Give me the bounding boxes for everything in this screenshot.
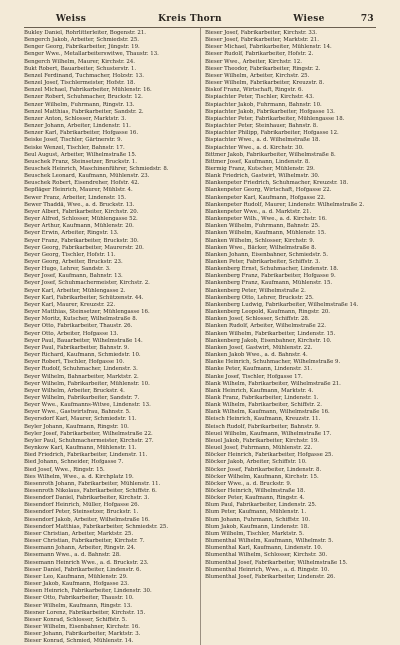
directory-entry: Blankenpeter Karl, Kaufmann, Hofgasse 22. <box>205 194 326 201</box>
directory-entry: Benger Georg, Fabrikarbeiter, Jüngstr. 19. <box>24 44 140 51</box>
directory-entry: Blanken Peter, Fabrikarbeiter, Schiffstr. 3. <box>205 259 321 265</box>
directory-entry: Biesemann Heinrich Wwe., a. d. Bruckstr. 23. <box>24 559 149 566</box>
directory-entry: Bispiachter Jakob, Fabrikarbeiter, Hofgasse 13. <box>205 108 335 115</box>
directory-entry: Blanken Johann, Eisenbahner, Schmiedstr. 5. <box>205 251 328 258</box>
directory-entry: Beyer Josef, Schuhmachermeister, Kirchstr. 2. <box>24 280 150 287</box>
directory-entry: Benzer Karl, Fabrikarbeiter, Hofgasse 16. <box>24 130 139 137</box>
directory-entry: Blumenthal Josef, Fabrikarbeiter, Lindenstr. 26. <box>205 573 336 580</box>
directory-entry: Beuschek Franz, Steinsetzer, Bruckstr. 1. <box>24 158 137 165</box>
directory-entry: Bieser Christian, Arbeiter, Marktstr. 25. <box>24 530 134 537</box>
directory-entry: Bispiachter Philipp, Fabrikarbeiter, Hofgasse 12. <box>205 130 339 137</box>
directory-entry: Blöcker Peter, Kaufmann, Ringstr. 4. <box>205 495 305 502</box>
directory-entry: Blank Friedrich, Gastwirt, Wilhelmstr. 30. <box>205 173 320 180</box>
directory-entry: Blanken Wilhelm, Fabrikarbeiter, Lindenstr. 15. <box>205 330 336 337</box>
directory-entry: Beyer Wilhelm, Fabrikarbeiter, Mühlenstr. 10. <box>24 380 150 387</box>
directory-entry: Bukley Daniel, Rohrlitterleiter, Bogenstr. 21. <box>24 30 146 36</box>
directory-entry: Bieser Theodor, Fabrikarbeiter, Ringstr. 2. <box>205 65 321 72</box>
directory-entry: Beyer Karl, Fabrikarbeiter, Schützenstr. 44. <box>24 294 144 301</box>
directory-entry: Biesendorf Peter, Steinsetzer, Bruckstr. 1. <box>24 509 139 516</box>
directory-entry: Biesenroth Johann, Fabrikarbeiter, Mühlenstr. 11. <box>24 480 161 487</box>
directory-entry: Biesendorf Jakob, Arbeiter, Wilhelmstraße 16. <box>24 516 150 523</box>
directory-entry: Beyer Wwe., Gastwirtsfrau, Bahnstr. 5. <box>24 409 131 416</box>
directory-entry: Bengerch Wilhelm, Maurer, Kirchstr. 24. <box>24 58 135 65</box>
directory-entry: Biesendorf Heinrich, Müller, Hofgasse 26. <box>24 502 140 509</box>
directory-entry: Benzel Josef, Tischlermeister, Hofstr. 18. <box>24 80 136 87</box>
directory-entry: Blumenthal Wilhelm, Kaufmann, Wilhelmstr. 5. <box>205 538 334 545</box>
directory-entry: Beyer Paul, Fabrikarbeiter, Bahnstr. 9. <box>24 344 130 351</box>
directory-entry: Bleuel Jakob, Fabrikarbeiter, Kirchstr. 19. <box>205 437 320 444</box>
directory-entry: Biesenroth Nikolaus, Fabrikarbeiter, Schiffstr. 6. <box>24 488 157 494</box>
directory-entry: Benzel Matthias, Fabrikarbeiter, Sandstr. 2. <box>24 108 144 115</box>
directory-entry: Bepfläger Heinrich, Maurer, Mühlstr. 4. <box>24 187 133 194</box>
directory-entry: Bleuel Josef, Fuhrmann, Mühlenstr. 22. <box>205 445 313 452</box>
directory-entry: Bengerch Jakob, Arbeiter, Schmiedstr. 25. <box>24 37 139 44</box>
directory-entry: Beyer Georg, Arbeiter, Bruckstr. 23. <box>24 259 123 265</box>
header-left-keyword: Weiss <box>55 14 87 24</box>
directory-entry: Beyer Rudolf, Schuhmacher, Lindenstr. 3. <box>24 366 138 373</box>
directory-entry: Benzel Ferdinand, Tuchmacher, Holzstr. 13. <box>24 72 144 79</box>
directory-entry: Beyer Robert, Tischler, Hofgasse 10. <box>24 359 125 366</box>
directory-entry: Blankenpeter Wwe., a. d. Marktstr. 21. <box>205 208 312 215</box>
directory-entry: Beuschek Leonard, Kaufmann, Mühlenstr. 23. <box>24 173 150 180</box>
directory-entry: Bieser Leo, Kaufmann, Mühlenstr. 29. <box>24 573 128 580</box>
directory-entry: Beyer Otto, Fabrikarbeiter, Thaustr. 26. <box>24 323 133 330</box>
directory-entry: Beul August, Arbeiter, Wilhelmstraße 15. <box>24 151 137 158</box>
directory-entry: Bieser Daniel, Fabrikarbeiter, Lindenstr. 6. <box>24 566 142 573</box>
directory-entry: Bewer Franz, Arbeiter, Lindenstr. 15. <box>24 194 126 201</box>
directory-entry: Blanken Josef, Schlosser, Schiffstr. 28. <box>205 316 310 323</box>
directory-entry: Bispiachter Peter, Tischler, Kirchstr. 43. <box>205 94 314 101</box>
directory-entry: Biskof Franz, Wirtschaft, Ringstr. 6. <box>205 87 304 94</box>
directory-entry: Biesner Lorenz, Fabrikarbeiter, Kirchstr. 15. <box>24 609 146 616</box>
directory-entry: Bies Wilhelm, Wwe., a. d. Kirchplatz 19. <box>24 473 134 480</box>
directory-entry: Bieser Johann, Fabrikarbeiter, Marktstr. 3. <box>24 631 141 638</box>
directory-entry: Benzer Robert, Schuhmacher, Bruckstr. 12. <box>24 94 143 101</box>
directory-entry: Blumenthal Heinrich, Wwe., a. d. Ringstr. 10. <box>205 566 330 573</box>
directory-entry: Beyer Moritz, Kutscher, Wilhelmstraße 8. <box>24 316 138 323</box>
directory-entry: Blankenberg Leopold, Kaufmann, Ringstr. 20. <box>205 309 331 316</box>
directory-entry: Beyer Georg, Tischler, Hofstr. 11. <box>24 251 116 258</box>
directory-entry: Benger Wwe., Metallarbeiterswitwe, Thaustr. 13. <box>24 51 159 58</box>
directory-entry: Beyer Wilhelm, Bahnarbeiter, Marktstr. 2. <box>24 373 139 380</box>
page-header <box>24 14 376 27</box>
directory-entry: Beyer Wilhelm, Arbeiter, Bruckstr. 4. <box>24 387 125 394</box>
directory-entry: Bieser Wilhelm, Kaufmann, Ringstr. 13. <box>24 602 132 609</box>
directory-entry: Biesen Heinrich, Fabrikarbeiter, Lindenstr. 30. <box>24 588 152 595</box>
directory-entry: Bieser Wilhelm, Eisenbahner, Kirchstr. 16. <box>24 623 140 630</box>
directory-entry: Blankenberg Otto, Lehrer, Bruckstr. 25. <box>205 294 314 301</box>
directory-entry: Blumenthal Karl, Kaufmann, Lindenstr. 10. <box>205 545 323 552</box>
header-district-title: Kreis Thorn <box>158 14 222 24</box>
directory-entry: Beyer Georg, Fabrikarbeiter, Maurerstr. 20. <box>24 244 144 251</box>
directory-entry: Bieser Wilhelm, Fabrikarbeiter, Kreuzstr. 8. <box>205 80 325 87</box>
directory-entry: Blöcker Josef, Fabrikarbeiter, Lindenstr. 8. <box>205 466 322 473</box>
directory-entry: Blanken Wwe., Bäcker, Wilhelmstraße 8. <box>205 244 317 251</box>
directory-entry: Bispiachter Jakob, Fuhrmann, Bahnstr. 10. <box>205 101 322 108</box>
directory-entry: Blank Wilhelm, Fabrikarbeiter, Schiffstr. 2. <box>205 402 322 409</box>
directory-entry: Blank Wilhelm, Fabrikarbeiter, Wilhelmstraße 21. <box>205 380 341 387</box>
directory-entry: Bieser Konrad, Schmied, Mühlenstr. 14. <box>24 638 134 645</box>
directory-entry: Blumenthal Josef, Fabrikarbeiter, Wilhelmstraße 15. <box>205 559 348 566</box>
directory-entry: Biesendorf Matthias, Fabrikarbeiter, Schmiedstr. 25. <box>24 523 169 530</box>
directory-entry: Beuschek Heinrich, Maschinenführer, Schmiedstr. 8. <box>24 165 169 172</box>
directory-entry: Blankenberg Ludwig, Fabrikarbeiter, Wilhelmstraße 14. <box>205 301 359 308</box>
directory-entry: Blanke Peter, Kaufmann, Lindenstr. 31. <box>205 366 313 373</box>
directory-entry: Beyler Josef, Fabrikarbeiter, Wilhelmstraße 22. <box>24 430 153 437</box>
directory-entry: Beuschek Robert, Eisendreher, Hofstr. 42. <box>24 180 140 187</box>
left-column <box>24 30 195 645</box>
directory-entry: Beyersdorf Karl, Maurer, Schmiedstr. 11. <box>24 416 137 423</box>
page-number: 73 <box>360 14 374 24</box>
directory-entry: Blanken Wilhelm, Kaufmann, Mühlenstr. 15. <box>205 230 327 237</box>
directory-entry: Bied Josef, Wwe., Ringstr. 15. <box>24 466 105 473</box>
directory-entry: Blanken Rudolf, Arbeiter, Wilhelmstraße 22. <box>205 323 326 330</box>
directory-entry: Beiske Josef, Tischler, Gärtnerstr. 9. <box>24 137 123 144</box>
directory-entry: Blöcker Wwe., a. d. Bruckstr. 9. <box>205 480 292 487</box>
directory-entry: Blumenthal Wilhelm, Schlosser, Kirchstr. 30. <box>205 552 328 559</box>
directory-entry: Bittmer Jakob, Fabrikarbeiter, Wilhelmstraße 8. <box>205 151 336 158</box>
directory-entry: Blankenpeter Rudolf, Maurer, Lindenstr. Wilhelmstraße 2. <box>205 201 365 208</box>
directory-entry: Blankenberg Ernst, Schuhmacher, Lindenstr. 18. <box>205 266 339 273</box>
directory-entry: Benzer Wilhelm, Fuhrmann, Ringstr. 13. <box>24 101 135 108</box>
directory-entry: Beyer Karl, Arbeiter, Mühlengasse 2. <box>24 287 126 294</box>
entry-columns <box>24 27 376 645</box>
directory-entry: Bieser Otto, Fabrikarbeiter, Thaustr. 10. <box>24 595 134 602</box>
directory-entry: Blank Franz, Fabrikarbeiter, Lindenstr. 1. <box>205 394 319 401</box>
directory-entry: Beyer Paul, Bauarbeiter, Wilhelmstraße 14. <box>24 337 143 344</box>
directory-entry: Biesemann Wwe., a. d. Bahnstr. 28. <box>24 552 121 559</box>
directory-entry: Beyer Alfred, Schlosser, Mühlengasse 52. <box>24 216 138 223</box>
directory-entry: Beyer Matthias, Steinsetzer, Mühlengasse 16. <box>24 309 150 316</box>
directory-entry: Bispiachter Peter, Steinhauer, Bahnstr. 8. <box>205 123 318 130</box>
directory-entry: Blanken Jakob Wwe., a. d. Bahnstr. 4. <box>205 352 308 359</box>
directory-entry: Beyer Wilhelm, Fabrikarbeiter, Sandstr. 7. <box>24 394 140 401</box>
directory-entry: Blöcker Heinrich, Wilhelmstraße 18. <box>205 488 306 494</box>
directory-entry: Bieser Konrad, Schlosser, Schiffstr. 5. <box>24 616 127 623</box>
directory-entry: Benzel Michael, Fabrikarbeiter, Mühlenstr. 16. <box>24 87 152 94</box>
directory-entry: Blankenberg Jakob, Eisenbahner, Kirchstr. 10. <box>205 337 332 344</box>
directory-entry: Bispiachter Peter, Fabrikarbeiter, Mühlengasse 18. <box>205 115 345 122</box>
directory-entry: Blum Wilhelm, Tischler, Marktstr. 5. <box>205 530 304 537</box>
directory-entry: Beyer Hugo, Lehrer, Sandstr. 3. <box>24 266 111 273</box>
directory-entry: Bieser Christian, Fabrikarbeiter, Kirchstr. 7. <box>24 538 145 545</box>
directory-entry: Blöcker Jakob, Arbeiter, Schiffstr. 10. <box>205 459 307 466</box>
directory-entry: Blankenberg Peter, Wilhelmstraße 2. <box>205 287 306 294</box>
directory-entry: Blanken Wilhelm, Fuhrmann, Bahnstr. 25. <box>205 223 320 230</box>
directory-entry: Blum Johann, Fuhrmann, Schiffstr. 10. <box>205 516 311 523</box>
directory-entry: Bieser Josef, Fabrikarbeiter, Kirchstr. 33. <box>205 30 317 36</box>
directory-entry: Biesemann Johann, Arbeiter, Ringstr. 24. <box>24 545 136 552</box>
directory-entry: Blanken Josef, Gastwirt, Mühlenstr. 22. <box>205 344 313 351</box>
directory-entry: Bittmer Josef, Kaufmann, Lindenstr. 8. <box>205 158 310 165</box>
directory-entry: Blankenberg Franz, Fabrikarbeiter, Hofgasse 9. <box>205 273 336 280</box>
directory-entry: Blum Paul, Fabrikarbeiter, Lindenstr. 25. <box>205 502 317 509</box>
directory-entry: Biermig Franz, Kutscher, Mühlenstr. 29. <box>205 165 315 172</box>
right-column <box>205 30 376 645</box>
directory-entry: Bied Johann, Schneider, Hofgasse 7. <box>24 459 124 466</box>
directory-entry: Blankenpeter Wilh., Wwe., a. d. Kirchstr. 16. <box>205 216 327 223</box>
directory-entry: Bleuel Wilhelm, Kaufmann, Wilhelmstraße 17. <box>205 430 332 437</box>
directory-entry: Beyer Josef, Kaufmann, Bahnstr. 13. <box>24 273 123 280</box>
directory-entry: Beynkow Karl, Kaufmann, Mühlenstr. 11. <box>24 445 137 452</box>
directory-entry: Blankenberg Franz, Kaufmann, Mühlenstr. 15. <box>205 280 333 287</box>
directory-entry: Bukt Robert, Bauarbeiter, Schusterstr. 1. <box>24 65 137 72</box>
directory-entry: Biesendorf Daniel, Fabrikarbeiter, Kirchstr. 3. <box>24 495 150 502</box>
directory-entry: Bispiachter Wwe., a. d. Kirchstr. 30. <box>205 144 304 151</box>
directory-entry: Blöcker Heinrich, Fabrikarbeiter, Hofgasse 25. <box>205 452 334 459</box>
directory-entry: Blankenpeter Georg, Wirtschaft, Hofgasse 22. <box>205 187 332 194</box>
directory-entry: Beyler Johann, Kaufmann, Ringstr. 10. <box>24 423 129 430</box>
directory-entry: Blanke Heinrich, Schuhmacher, Wilhelmstraße 9. <box>205 359 341 366</box>
directory-entry: Blank Heinrich, Kaufmann, Marktstr. 4. <box>205 387 314 394</box>
directory-entry: Beiske Wenzel, Tischler, Bahnstr. 17. <box>24 144 125 151</box>
directory-entry: Beyer Richard, Kaufmann, Schmiedstr. 10. <box>24 352 141 359</box>
directory-entry: Blum Peter, Kaufmann, Mühlenstr. 1. <box>205 509 307 516</box>
directory-entry: Blanke Josef, Tischler, Hofgasse 17. <box>205 373 303 380</box>
directory-entry: Blank Wilhelm, Kaufmann, Wilhelmstraße 16. <box>205 409 330 416</box>
header-right-keyword: Wiese <box>293 14 325 24</box>
directory-entry: Bied Friedrich, Fabrikarbeiter, Lindenstr. 11. <box>24 452 148 459</box>
directory-entry: Bieser Josef, Fabrikarbeiter, Marktstr. 21. <box>205 37 319 44</box>
directory-entry: Bieser Wilhelm, Arbeiter, Kirchstr. 25. <box>205 72 310 79</box>
directory-entry: Blöcker Wilhelm, Kaufmann, Kirchstr. 15. <box>205 473 319 480</box>
directory-entry: Beyer Franz, Fabrikarbeiter, Bruckstr. 30. <box>24 237 139 244</box>
directory-entry: Beyer Otto, Arbeiter, Hofgasse 13. <box>24 330 119 337</box>
directory-entry: Bewer Thaddä, Wwe., a. d. Bruckstr. 13. <box>24 201 135 208</box>
directory-entry: Beyer Wwe., Kaufmanns-Witwe, Lindenstr. 13. <box>24 402 151 409</box>
directory-entry: Blum Jakob, Kaufmann, Lindenstr. 18. <box>205 523 309 530</box>
directory-entry: Blanken Wilhelm, Schlosser, Kirchstr. 9. <box>205 237 315 244</box>
directory-entry: Benzer Johann, Arbeiter, Lindenstr. 11. <box>24 123 131 130</box>
directory-entry: Bleisch Heinrich, Kaufmann, Kreuzstr. 11. <box>205 416 321 423</box>
directory-entry: Beyer Arthur, Kaufmann, Mühlenstr. 20. <box>24 223 134 230</box>
directory-entry: Beyer Erwin, Arbeiter, Ringstr. 13. <box>24 230 119 237</box>
directory-entry: Bleisch Rudolf, Fabrikarbeiter, Bahnstr. 9. <box>205 423 320 430</box>
directory-entry: Beyer Karl, Maurer, Kreuzstr. 22. <box>24 301 116 308</box>
directory-entry: Bispiachter Wwe., a. d. Wilhelmstraße 18. <box>205 137 321 144</box>
directory-entry: Beyer Albert, Fabrikarbeiter, Kirchstr. 20. <box>24 208 139 215</box>
directory-entry: Beyler Paul, Schuhmachermeister, Kirchstr. 27. <box>24 437 154 444</box>
directory-entry: Blankenpeter Friedrich, Schuhmacher, Kreuzstr. 18. <box>205 180 349 187</box>
directory-entry: Bieser Michael, Fabrikarbeiter, Mühlenstr. 14. <box>205 44 332 51</box>
directory-entry: Benzer Anton, Schlosser, Marktstr. 3. <box>24 115 127 122</box>
directory-entry: Bieser Wwe., Arbeiter, Kirchstr. 12. <box>205 58 302 65</box>
directory-entry: Bieser Jakob, Kaufmann, Hofgasse 23. <box>24 581 129 588</box>
directory-entry: Bieser Rudolf, Fabrikarbeiter, Hofstr. 2. <box>205 51 314 58</box>
